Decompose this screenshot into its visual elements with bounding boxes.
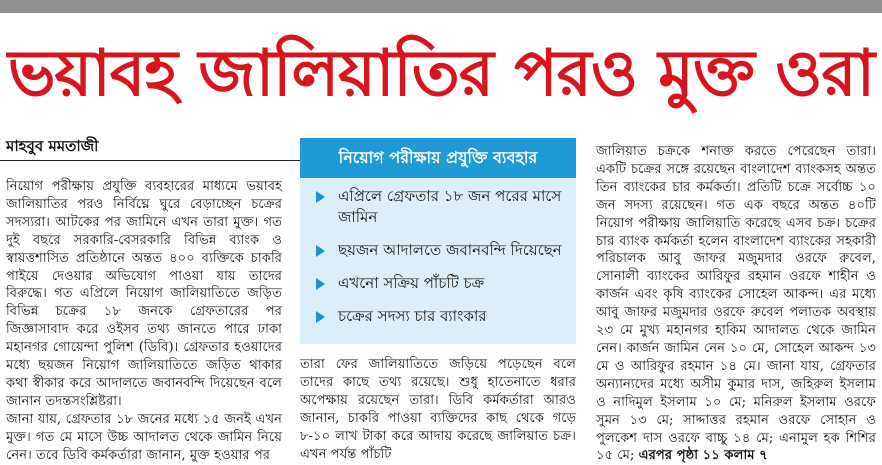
continuation-note: এরপর পৃষ্ঠা ১১ কলাম ৭ bbox=[638, 448, 768, 464]
highlight-box bbox=[300, 138, 576, 344]
paragraph bbox=[596, 143, 876, 465]
arrow-bullet-icon bbox=[316, 311, 325, 323]
headline: ভয়াবহ জালিয়াতির পরও মুক্ত ওরা bbox=[7, 37, 875, 111]
byline-rule bbox=[0, 160, 300, 161]
article-column-1 bbox=[6, 178, 282, 463]
highlight-item bbox=[300, 178, 576, 232]
page-top-bar bbox=[0, 0, 882, 13]
paragraph: জানা যায়, গ্রেফতার ১৮ জনের মধ্যে ১৫ জনই এখন মুক্ত। গত মে মাসে উচ্চ আদালত থেকে জামিন নিয়ে নেন। তবে ডিবি কর্মকর্তারা জানান, মুক্ত হওয়ার পর bbox=[6, 411, 282, 463]
paragraph: তারা ফের জালিয়াতিতে জড়িয়ে পড়েছেন বলে তাদের কাছে তথ্য রয়েছে। শুধু হাতেনাতে ধরার অপেক্ষায় রয়েছেন তারা। ডিবি কর্মকর্তারা আরও জানান, চাকরি পাওয়া ব্যক্তিদের কাছ থেকে গড়ে ৮-১০ লাখ টাকা করে আদায় করেছে জালিয়াত চক্র। এখন পর্যন্ত পাঁচটি bbox=[300, 357, 576, 462]
arrow-bullet-icon bbox=[316, 245, 325, 257]
arrow-bullet-icon bbox=[316, 191, 325, 203]
highlight-item bbox=[300, 265, 576, 298]
highlight-item-text: এখনো সক্রিয় পাঁচটি চক্র bbox=[338, 274, 485, 292]
highlight-item-text: চক্রের সদস্য চার ব্যাংকার bbox=[338, 307, 487, 325]
article-column-2 bbox=[300, 356, 576, 462]
byline: মাহবুব মমতাজী bbox=[6, 137, 99, 155]
highlight-item bbox=[300, 298, 576, 331]
paragraph: নিয়োগ পরীক্ষায় প্রযুক্তি ব্যবহারের মাধ্যমে ভয়াবহ জালিয়াতির পরও নির্বিঘ্নে ঘুরে বেড়াচ্ছেন চক্রের সদস্যরা। আটকের পর জামিনে এখন তারা মুক্ত। গত দুই বছরে সরকারি-বেসরকারি বিভিন্ন ব্যাংক ও স্বায়ত্তশাসিত প্রতিষ্ঠানে অন্তত ৪০০ ব্যক্তিকে চাকরি পাইয়ে দেওয়ার অভিযোগ পাওয়া যায় তাদের বিরুদ্ধে। গত এপ্রিলে নিয়োগ জালিয়াতিতে জড়িত বিভিন্ন চক্রের ১৮ জনকে গ্রেফতারের পর জিজ্ঞাসাবাদ করে ওইসব তথ্য জানতে পারে ঢাকা মহানগর গোয়েন্দা পুলিশ (ডিবি)। গ্রেফতার হওয়াদের মধ্যে ছয়জন নিয়োগ জালিয়াতিতে জড়িত থাকার কথা স্বীকার করে আদালতে জবানবন্দি দিয়েছেন বলে জানান তদন্তসংশ্লিষ্টরা। bbox=[6, 179, 282, 409]
paragraph-text: জালিয়াত চক্রকে শনাক্ত করতে পেরেছেন তারা। একটি চক্রের সঙ্গে রয়েছেন বাংলাদেশ ব্যাংকসহ অন্তত তিন ব্যাংকের চার কর্মকর্তা। প্রতিটি চক্রে সর্বোচ্চ ১০ জন সদস্য রয়েছেন। গত এক বছরে অন্তত ৪০টি নিয়োগ পরীক্ষায় জালিয়াতি করেছে এসব চক্র। চক্রের চার ব্যাংক কর্মকর্তা হলেন বাংলাদেশ ব্যাংকের সহকারী পরিচালক আবু জাফর মজুমদার ওরফে রুবেল, সোনালী ব্যাংকের আরিফুর রহমান ওরফে শাহীন ও কার্জন এবং কৃষি ব্যাংকের সোহেল আকন্দ। এর মধ্যে আবু জাফর মজুমদার ওরফে রুবেল পলাতক অবস্থায় ২৩ মে মুখ্য মহানগর হাকিম আদালত থেকে জামিন নেন। কার্জন জামিন নেন ১০ মে, সোহেল আকন্দ ১৩ মে ও আরিফুর রহমান ১৪ মে। জানা যায়, গ্রেফতার অন্যান্যদের মধ্যে অসীম কুমার দাস, জহিরুল ইসলাম ও নাদিমুল ইসলাম ১০ মে; মনিরুল ইসলাম ওরফে সুমন ১৩ মে; সাদ্দাত্তর রহমান ওরফে সোহান ও পুলকেশ দাস ওরফে বাচ্চু ১৪ মে; এনামুল হক শিশির ১৫ মে; bbox=[596, 144, 876, 464]
highlight-item-text: ছয়জন আদালতে জবানবন্দি দিয়েছেন bbox=[338, 241, 562, 259]
highlight-item bbox=[300, 232, 576, 265]
arrow-bullet-icon bbox=[316, 278, 325, 290]
highlight-box-title: নিয়োগ পরীক্ষায় প্রযুক্তি ব্যবহার bbox=[300, 138, 576, 178]
highlight-item-text: এপ্রিলে গ্রেফতার ১৮ জন পরের মাসে জামিন bbox=[338, 187, 562, 226]
article-column-3 bbox=[596, 143, 876, 464]
highlight-list bbox=[300, 178, 576, 331]
